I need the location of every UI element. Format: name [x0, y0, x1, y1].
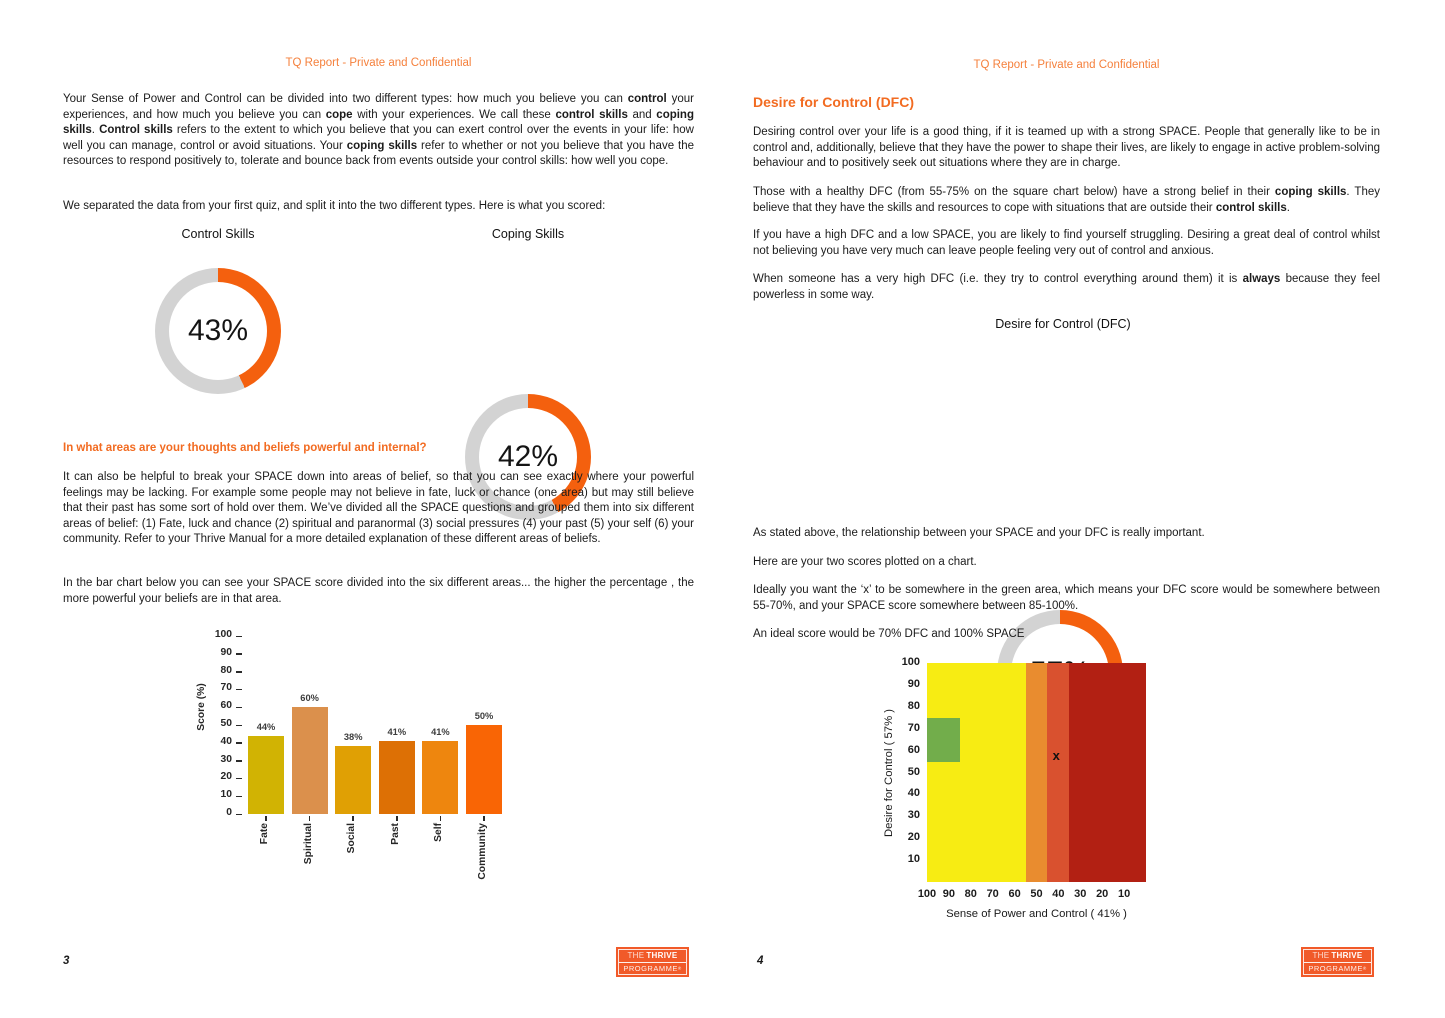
right-paragraph-3	[753, 228, 1380, 259]
text-segment: Those with a healthy DFC (from 55-75% on the square chart below) have a strong belief in their	[753, 186, 1275, 198]
y-axis-tick-label: 70	[220, 682, 232, 694]
y-axis-tick-mark	[236, 760, 242, 762]
logo-programme: PROGRAMME	[623, 963, 678, 973]
bar	[422, 741, 458, 814]
bar-value-label: 60%	[300, 693, 319, 704]
category-label: Community	[477, 823, 488, 880]
y-axis-tick-mark	[236, 636, 242, 638]
y-axis-tick-mark	[236, 653, 242, 655]
x-axis-tick-label: 40	[1052, 888, 1065, 900]
category-label: Fate	[259, 823, 270, 845]
ideal-zone-green	[927, 718, 960, 762]
left-section-heading: In what areas are your thoughts and beliefs powerful and internal?	[63, 442, 427, 454]
control-skills-percentage: 43%	[187, 314, 249, 347]
y-axis-tick-label: 0	[226, 807, 232, 818]
bar-value-label: 41%	[431, 727, 450, 738]
logo-the: THE	[1312, 951, 1330, 961]
bold-text-segment: control skills	[1215, 201, 1287, 214]
thrive-programme-logo	[1301, 947, 1374, 977]
y-axis-tick-label: 10	[220, 789, 232, 801]
category-label: Past	[389, 823, 401, 845]
y-axis-tick-label: 50	[220, 718, 232, 729]
y-axis-tick-label: 20	[907, 831, 920, 844]
logo-line-2	[619, 963, 686, 975]
left-page-header: TQ Report - Private and Confidential	[285, 57, 472, 69]
x-axis-tick-label: 100	[917, 888, 937, 900]
y-axis-tick-label: 80	[907, 699, 920, 712]
category-label: Social	[346, 823, 358, 854]
bar-value-label: 50%	[474, 711, 494, 721]
thrive-programme-logo	[616, 947, 689, 977]
logo-line-1	[619, 950, 686, 963]
bar	[248, 736, 284, 814]
category-label: Spiritual	[302, 823, 314, 865]
bold-text-segment: control	[627, 93, 667, 105]
left-paragraph-3	[63, 470, 694, 548]
registered-mark: ®	[677, 965, 682, 971]
x-axis-tick-mark	[396, 816, 398, 821]
y-axis-tick-mark	[236, 778, 242, 780]
right-paragraph-7	[753, 583, 1380, 614]
x-axis-tick-label: 60	[1008, 888, 1021, 900]
risk-zone-darkred	[1069, 663, 1146, 882]
left-paragraph-4	[63, 576, 694, 607]
right-page-number: 4	[757, 955, 764, 967]
right-paragraph-1	[753, 125, 1380, 172]
text-segment: An ideal score would be 70% DFC and 100% SPACE	[753, 628, 1025, 640]
x-axis-tick-mark	[440, 816, 442, 821]
text-segment: If you have a high DFC and a low SPACE, you are likely to find yourself struggling. Desiring a great deal of control whilst not believing you have very much can leave people feeling very out of control and anxious.	[753, 229, 1380, 257]
y-axis-tick-label: 80	[220, 664, 232, 676]
text-segment: with your experiences. We call these	[352, 108, 556, 121]
category-label: Self	[433, 823, 445, 842]
text-segment: .	[91, 124, 100, 137]
y-axis-tick-label: 70	[907, 721, 920, 734]
x-axis-tick-label: 80	[964, 888, 977, 900]
left-page-number: 3	[63, 955, 70, 967]
logo-programme: PROGRAMME	[1308, 963, 1363, 973]
left-paragraph-2	[63, 199, 694, 215]
score-marker-x: x	[1052, 748, 1060, 764]
y-axis-tick-mark	[236, 689, 242, 691]
y-axis-tick-label: 50	[907, 765, 920, 778]
bar	[466, 725, 502, 814]
bold-text-segment: Control skills	[99, 124, 173, 137]
registered-mark: ®	[1362, 965, 1367, 971]
x-axis-tick-label: 90	[942, 888, 956, 900]
risk-zone-red	[1047, 663, 1069, 882]
x-axis-tick-label: 20	[1096, 888, 1109, 900]
y-axis-tick-label: 100	[901, 656, 920, 668]
right-page-header: TQ Report - Private and Confidential	[973, 59, 1160, 71]
coping-skills-percentage: 42%	[497, 440, 559, 473]
y-axis-tick-label: 60	[907, 743, 920, 756]
x-axis-tick-mark	[352, 816, 354, 821]
logo-inner-frame	[1303, 949, 1372, 975]
y-axis-tick-mark	[236, 671, 242, 673]
text-segment: Desiring control over your life is a good thing, if it is teamed up with a strong SPACE. People that generally like to be in control and, additionally, believe that they have the power to shape their lives, are likely to engage in active problem-solving behaviour and to positively seek out situations where they are in charge.	[753, 126, 1380, 170]
dfc-chart-title: Desire for Control (DFC)	[995, 317, 1131, 331]
y-axis-tick-mark	[236, 742, 242, 744]
x-axis-tick-label: 30	[1074, 888, 1087, 900]
bar-value-label: 41%	[387, 727, 407, 738]
text-segment: Your Sense of Power and Control can be divided into two different types: how much you believe you can	[63, 93, 628, 105]
right-paragraph-5	[753, 526, 1380, 542]
y-axis-tick-label: 60	[220, 700, 232, 712]
bold-text-segment: coping skills	[63, 108, 694, 137]
risk-zone-yellow	[927, 663, 1026, 882]
x-axis-tick-label: 50	[1030, 888, 1043, 900]
text-segment: refers to the extent to which you believe that you can exert control over the events in your life: how well you can manage, control or avoid situations. Your	[63, 124, 694, 152]
logo-line-1	[1304, 950, 1371, 963]
y-axis-label: Desire for Control ( 57% )	[883, 708, 895, 837]
y-axis-tick-label: 40	[220, 735, 232, 747]
bold-text-segment: cope	[325, 108, 353, 121]
y-axis-tick-mark	[236, 814, 242, 816]
bold-text-segment: coping skills	[346, 139, 418, 152]
y-axis-tick-label: 100	[214, 629, 232, 640]
dfc-heading: Desire for Control (DFC)	[753, 94, 914, 110]
right-paragraph-6	[753, 555, 1380, 571]
text-segment: because they feel powerless in some way.	[753, 273, 1381, 301]
bar	[379, 741, 415, 814]
y-axis-tick-label: 10	[907, 853, 920, 866]
x-axis-tick-mark	[265, 816, 267, 821]
logo-thrive: THRIVE	[1331, 951, 1363, 961]
text-segment: It can also be helpful to break your SPACE down into areas of belief, so that you can see exactly where your powerful feelings may be lacking. For example some people may not believe in fate, luck or chance (one area) but may still believe that their past has some sort of hold over them. We’ve divided all the SPACE questions and grouped them into six different areas of belief: (1) Fate, luck and chance (2) spiritual and paranormal (3) social pressures (4) your past (5) your self (6) your community. Refer to your Thrive Manual for a more detailed explanation of these different areas of beliefs.	[63, 471, 694, 546]
text-segment: Ideally you want the ‘x’ to be somewhere in the green area, which means your DFC score would be somewhere between 55-70%, and your SPACE score somewhere between 85-100%.	[753, 584, 1380, 612]
y-axis-tick-label: 30	[907, 809, 920, 822]
x-axis-tick-label: 10	[1117, 888, 1131, 900]
y-axis-tick-label: 20	[220, 771, 232, 783]
text-segment: .	[1286, 201, 1290, 214]
text-segment: When someone has a very high DFC (i.e. they try to control everything around them) it is	[753, 273, 1243, 285]
y-axis-tick-label: 90	[220, 646, 232, 658]
left-paragraph-1	[63, 92, 694, 170]
right-paragraph-8	[753, 627, 1380, 643]
x-axis-tick-mark	[309, 816, 311, 821]
risk-zone-orange	[1026, 663, 1048, 882]
coping-skills-chart-title: Coping Skills	[491, 227, 565, 241]
text-segment: Here are your two scores plotted on a chart.	[753, 556, 977, 568]
x-axis-tick-mark	[483, 816, 485, 821]
bold-text-segment: control skills	[555, 108, 628, 121]
dfc-square-chart	[860, 650, 1200, 940]
x-axis-label: Sense of Power and Control ( 41% )	[946, 908, 1127, 920]
right-paragraph-2	[753, 185, 1380, 216]
space-bar-chart	[195, 628, 525, 908]
text-segment: your experiences, and how much you believe you can	[63, 93, 694, 121]
text-segment: . They believe that they have the skills and resources to cope with situations that are outside their	[753, 186, 1380, 214]
text-segment: As stated above, the relationship between your SPACE and your DFC is really important.	[753, 527, 1205, 539]
logo-line-2	[1304, 963, 1371, 975]
logo-thrive: THRIVE	[646, 951, 678, 961]
text-segment: In the bar chart below you can see your SPACE score divided into the six different areas... the higher the percentage , the more powerful your beliefs are in that area.	[63, 577, 694, 605]
bar-value-label: 44%	[256, 721, 276, 732]
right-paragraph-4	[753, 272, 1380, 303]
y-axis-tick-mark	[236, 707, 242, 709]
text-segment: refer to whether or not you believe that you have the resources to respond positively to, tolerate and bounce back from events outside your control skills: how well you cope.	[63, 139, 694, 168]
y-axis-tick-label: 40	[907, 787, 920, 800]
y-axis-tick-mark	[236, 796, 242, 798]
bold-text-segment: coping skills	[1274, 186, 1347, 198]
bar-value-label: 38%	[343, 732, 363, 743]
control-skills-donut-chart	[155, 268, 281, 394]
bar	[292, 707, 328, 814]
bar	[335, 746, 371, 814]
y-axis-tick-mark	[236, 725, 242, 727]
y-axis-tick-label: 90	[907, 677, 920, 690]
x-axis-tick-label: 70	[986, 888, 999, 900]
bold-text-segment: always	[1242, 273, 1281, 285]
control-skills-chart-title: Control Skills	[181, 227, 255, 241]
text-segment: We separated the data from your first quiz, and split it into the two different types. Here is what you scored:	[63, 200, 606, 212]
heatmap-plot-area	[927, 663, 1146, 882]
logo-the: THE	[627, 951, 645, 961]
logo-inner-frame	[618, 949, 687, 975]
y-axis-tick-label: 30	[220, 753, 232, 765]
y-axis-label: Score (%)	[196, 683, 207, 731]
text-segment: and	[627, 108, 657, 121]
